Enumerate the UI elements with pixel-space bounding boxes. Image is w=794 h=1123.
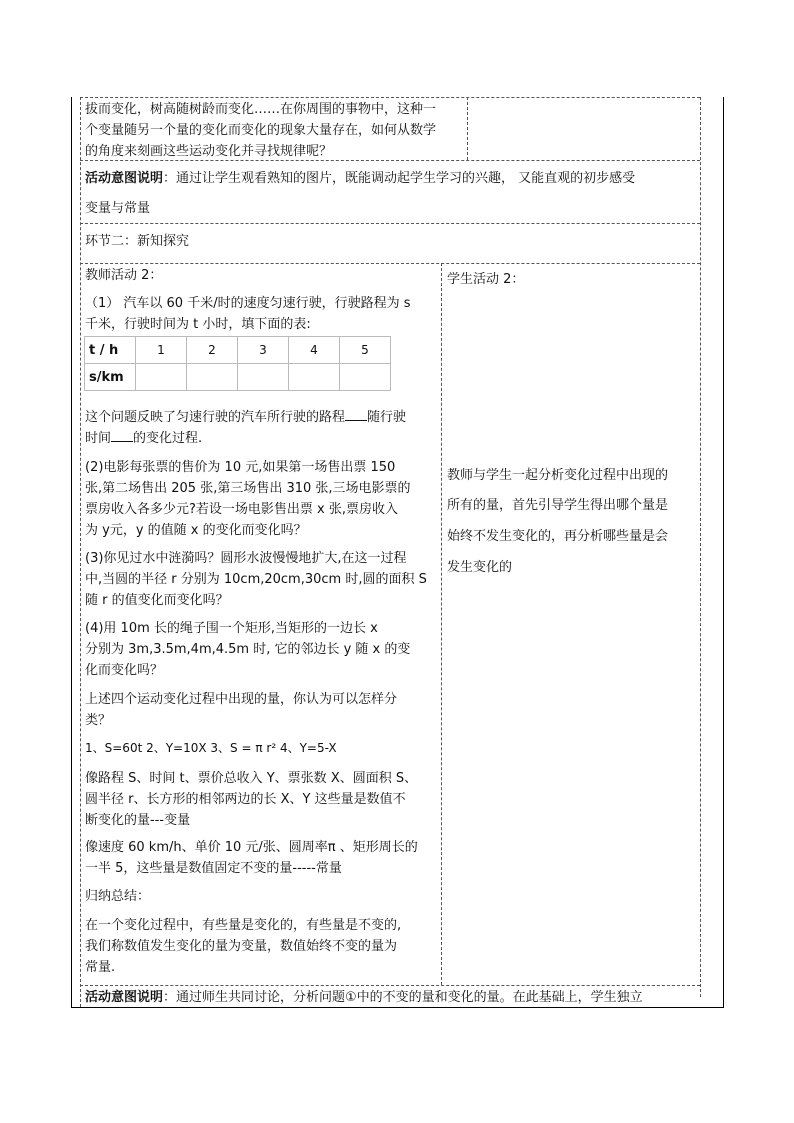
summary-heading: 归纳总结： xyxy=(85,889,151,904)
variables-line-1: 像路程 S、时间 t、票价总收入 Y、票张数 X、圆面积 S、 xyxy=(85,771,418,786)
q1-after-line-1 xyxy=(85,406,406,428)
table-cell-empty xyxy=(136,364,187,391)
row-divider-4 xyxy=(80,985,700,986)
summary-line-1: 在一个变化过程中，有些量是变化的，有些量是不变的, xyxy=(85,918,402,933)
student-line-1: 教师与学生一起分析变化过程中出现的 xyxy=(447,468,669,483)
student-line-2: 所有的量，首先引导学生得出哪个量是 xyxy=(447,498,669,513)
fill-blank xyxy=(345,406,367,421)
intent-2-line xyxy=(85,987,643,1008)
intent-1-text: ：通过让学生观看熟知的图片，既能调动起学生学习的兴趣， 又能直观的初步感受 xyxy=(163,171,636,186)
q4-line-1: (4)用 10m 长的绳子围一个矩形,当矩形的一边长 x xyxy=(85,621,378,636)
table-row xyxy=(85,337,391,364)
intent-1-label: 活动意图说明 xyxy=(85,171,164,186)
speed-table xyxy=(84,336,391,391)
q1-after-text-c: 时间 xyxy=(85,431,112,446)
inner-left-border xyxy=(80,97,81,1007)
classify-line-1: 上述四个运动变化过程中出现的量，你认为可以怎样分 xyxy=(85,692,398,707)
summary-line-3: 常量. xyxy=(85,960,116,975)
q4-line-3: 化而变化吗？ xyxy=(85,663,164,678)
q1-after-line-2 xyxy=(85,427,202,449)
student-line-4: 发生变化的 xyxy=(447,560,513,575)
student-line-3: 始终不发生变化的，再分析哪些量是会 xyxy=(447,529,669,544)
q4-line-2: 分别为 3m,3.5m,4m,4.5m 时, 它的邻边长 y 随 x 的变 xyxy=(85,642,411,657)
section-title: 环节二：新知探究 xyxy=(85,234,190,249)
table-cell: 3 xyxy=(238,337,289,364)
table-head-time: t / h xyxy=(85,337,136,364)
classify-line-2: 类？ xyxy=(85,713,112,728)
table-row xyxy=(85,364,391,391)
q2-line-4: 为 y元，y 的值随 x 的变化而变化吗？ xyxy=(85,523,307,538)
q1-line-2: 千米，行驶时间为 t 小时，填下面的表: xyxy=(85,317,311,332)
intro-line-3: 的角度来刻画这些运动变化并寻找规律呢？ xyxy=(85,144,333,159)
q1-after-text-a: 这个问题反映了匀速行驶的汽车所行驶的路程 xyxy=(85,410,346,425)
fill-blank xyxy=(111,427,133,442)
table-cell-empty xyxy=(340,364,391,391)
intro-line-1: 拔而变化，树高随树龄而变化……在你周围的事物中，这种一 xyxy=(85,102,437,117)
q1-line-1: （1） 汽车以 60 千米/时的速度匀速行驶，行驶路程为 s xyxy=(85,296,411,311)
constants-line-1: 像速度 60 km/h、单价 10 元/张、圆周率π 、矩形周长的 xyxy=(85,840,418,855)
table-cell: 5 xyxy=(340,337,391,364)
table-cell: 2 xyxy=(187,337,238,364)
teacher-heading: 教师活动 2： xyxy=(85,268,163,283)
table-cell: 1 xyxy=(136,337,187,364)
top-border xyxy=(80,97,700,98)
q3-line-3: 随 r 的值变化而变化吗？ xyxy=(85,593,229,608)
row-divider-2 xyxy=(80,223,700,224)
row-divider-3 xyxy=(80,263,700,264)
intro-line-2: 个变量随另一个量的变化而变化的现象大量存在，如何从数学 xyxy=(85,123,437,138)
table-head-distance: s/km xyxy=(85,364,136,391)
table-cell-empty xyxy=(238,364,289,391)
q2-line-3: 票房收入各多少元?若设一场电影售出票 x 张,票房收入 xyxy=(85,502,398,517)
intent-2-text: ：通过师生共同讨论，分析问题①中的不变的量和变化的量。在此基础上，学生独立 xyxy=(163,990,643,1005)
table-cell-empty xyxy=(289,364,340,391)
intro-column-divider xyxy=(467,97,468,160)
intent-1-line-1 xyxy=(85,168,635,189)
formulas-line: 1、S=60t 2、Y=10X 3、S = π r² 4、Y=5-X xyxy=(85,741,337,755)
table-cell: 4 xyxy=(289,337,340,364)
q3-line-1: (3)你见过水中涟漪吗？圆形水波慢慢地扩大,在这一过程 xyxy=(85,551,407,566)
inner-right-border xyxy=(700,97,701,997)
q2-line-1: (2)电影每张票的售价为 10 元,如果第一场售出票 150 xyxy=(85,460,396,475)
q1-after-text-d: 的变化过程. xyxy=(133,431,203,446)
constants-line-2: 一半 5，这些量是数值固定不变的量-----常量 xyxy=(85,861,342,876)
q1-after-text-b: 随行驶 xyxy=(367,410,407,425)
q3-line-2: 中,当圆的半径 r 分别为 10cm,20cm,30cm 时,圆的面积 S xyxy=(85,572,427,587)
intent-1-line-2: 变量与常量 xyxy=(85,201,151,216)
q2-line-2: 张,第二场售出 205 张,第三场售出 310 张,三场电影票的 xyxy=(85,481,411,496)
activity-column-divider xyxy=(441,263,442,985)
summary-line-2: 我们称数值发生变化的量为变量，数值始终不变的量为 xyxy=(85,939,398,954)
student-heading: 学生活动 2： xyxy=(447,272,525,287)
variables-line-2: 圆半径 r、长方形的相邻两边的长 X、Y 这些量是数值不 xyxy=(85,792,406,807)
intent-2-label: 活动意图说明 xyxy=(85,990,164,1005)
variables-line-3: 断变化的量---变量 xyxy=(85,813,191,828)
table-cell-empty xyxy=(187,364,238,391)
